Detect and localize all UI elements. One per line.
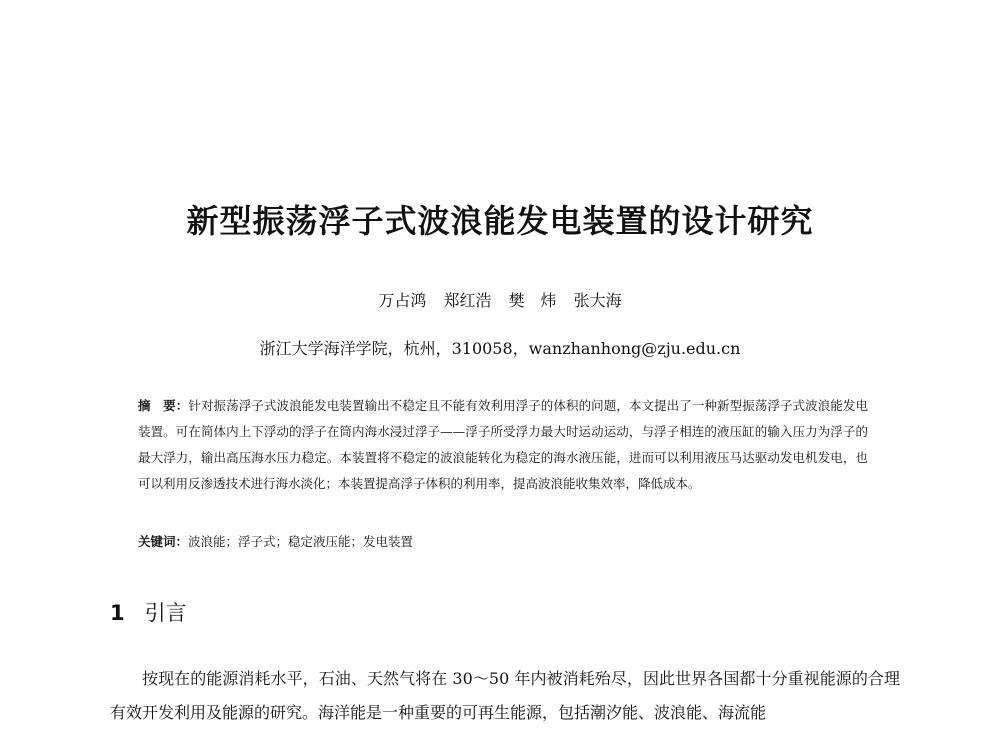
author-name: 张大海 (573, 291, 622, 310)
section-heading (110, 597, 187, 627)
paper-title: 新型振荡浮子式波浪能发电装置的设计研究 (186, 202, 814, 240)
section-title: 引言 (144, 601, 187, 625)
author-name: 樊 炜 (508, 291, 557, 310)
affiliation: 浙江大学海洋学院，杭州，310058，wanzhanhong@zju.edu.cn (259, 339, 741, 358)
author-name: 郑红浩 (443, 291, 492, 310)
abstract-label: 摘 要： (138, 398, 189, 413)
abstract (138, 393, 868, 497)
keywords-text: 波浪能；浮子式；稳定液压能；发电装置 (188, 534, 414, 549)
author-list (0, 288, 1000, 311)
keywords (138, 530, 868, 554)
body-paragraph: 按现在的能源消耗水平，石油、天然气将在 30～50 年内被消耗殆尽，因此世界各国都十分重视能源的合理有效开发利用及能源的研究。海洋能是一种重要的可再生能源，包括潮汐能、波浪能、海流能 (110, 669, 900, 722)
section-number: 1 (110, 601, 125, 625)
author-name: 万占鸿 (378, 291, 427, 310)
abstract-text: 针对振荡浮子式波浪能发电装置输出不稳定且不能有效利用浮子的体积的问题，本文提出了一种新型振荡浮子式波浪能发电装置。可在简体内上下浮动的浮子在筒内海水浸过浮子——浮子所受浮力最大时运动运动，与浮子相连的液压缸的输入压力为浮子的最大浮力，输出高压海水压力稳定。本装置将不稳定的波浪能转化为稳定的海水液压能，进而可以利用液压马达驱动发电机发电，也可以利用反渗透技术进行海水淡化；本装置提高浮子体积的利用率，提高波浪能收集效率，降低成本。 (138, 398, 868, 491)
keywords-label: 关键词： (138, 534, 189, 549)
